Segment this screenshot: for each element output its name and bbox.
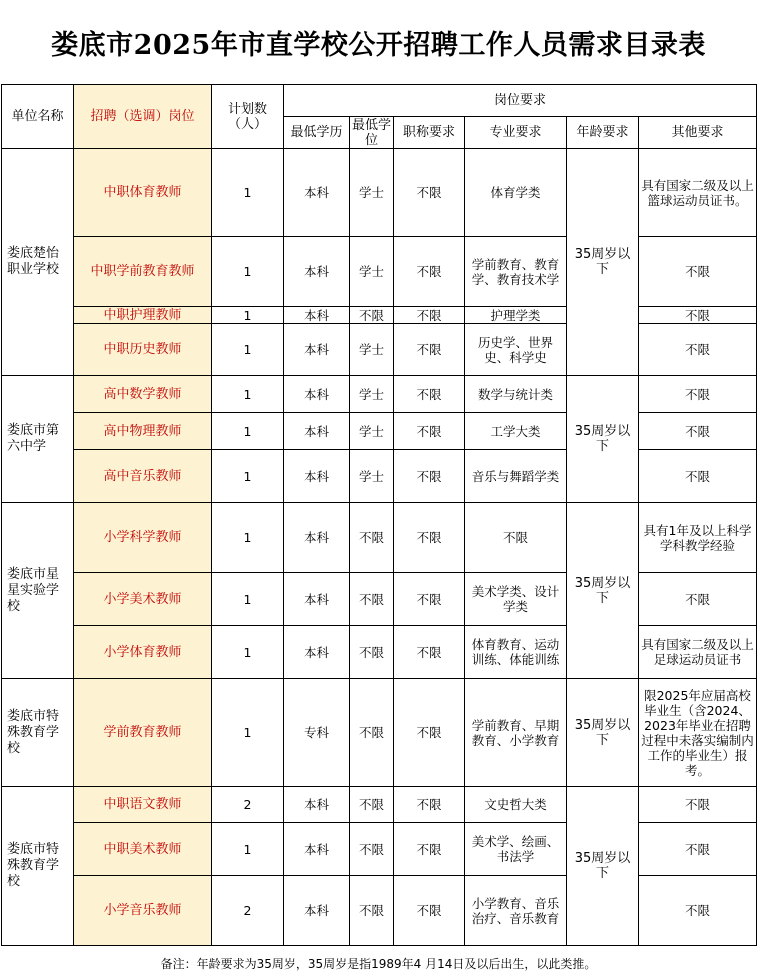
education-req: 本科 xyxy=(284,503,350,573)
title-req: 不限 xyxy=(394,573,465,626)
recruitment-table xyxy=(1,84,757,946)
major-req: 不限 xyxy=(465,503,567,573)
unit-name: 娄底市特殊教育学校 xyxy=(2,679,74,787)
major-req: 体育学类 xyxy=(465,149,567,237)
education-req: 本科 xyxy=(284,376,350,413)
table-row xyxy=(2,787,757,823)
table-row xyxy=(2,503,757,573)
degree-req: 学士 xyxy=(350,376,394,413)
title-req: 不限 xyxy=(394,307,465,324)
degree-req: 不限 xyxy=(350,307,394,324)
education-req: 本科 xyxy=(284,237,350,307)
other-req: 不限 xyxy=(639,307,757,324)
post-name: 中职美术教师 xyxy=(74,823,212,876)
header-degree: 最低学位 xyxy=(350,117,394,149)
major-req: 体育教育、运动训练、体能训练 xyxy=(465,626,567,679)
other-req: 具有国家二级及以上足球运动员证书 xyxy=(639,626,757,679)
table-row xyxy=(2,413,757,450)
plan-count: 1 xyxy=(212,307,284,324)
table-row xyxy=(2,237,757,307)
education-req: 本科 xyxy=(284,573,350,626)
header-other: 其他要求 xyxy=(639,117,757,149)
title-req: 不限 xyxy=(394,237,465,307)
title-req: 不限 xyxy=(394,376,465,413)
major-req: 学前教育、早期教育、小学教育 xyxy=(465,679,567,787)
degree-req: 不限 xyxy=(350,787,394,823)
degree-req: 学士 xyxy=(350,237,394,307)
plan-count: 1 xyxy=(212,413,284,450)
header-title: 职称要求 xyxy=(394,117,465,149)
plan-count: 1 xyxy=(212,450,284,503)
degree-req: 不限 xyxy=(350,679,394,787)
other-req: 不限 xyxy=(639,376,757,413)
title-req: 不限 xyxy=(394,823,465,876)
table-row xyxy=(2,823,757,876)
other-req: 不限 xyxy=(639,450,757,503)
degree-req: 不限 xyxy=(350,876,394,946)
title-req: 不限 xyxy=(394,787,465,823)
unit-name: 娄底市特殊教育学校 xyxy=(2,787,74,946)
other-req: 不限 xyxy=(639,237,757,307)
post-name: 学前教育教师 xyxy=(74,679,212,787)
post-name: 小学科学教师 xyxy=(74,503,212,573)
degree-req: 学士 xyxy=(350,324,394,376)
major-req: 学前教育、教育学、教育技术学 xyxy=(465,237,567,307)
table-row xyxy=(2,876,757,946)
table-row xyxy=(2,626,757,679)
education-req: 本科 xyxy=(284,876,350,946)
table-row xyxy=(2,679,757,787)
age-req: 35周岁以下 xyxy=(567,679,639,787)
table-row xyxy=(2,450,757,503)
education-req: 本科 xyxy=(284,149,350,237)
major-req: 历史学、世界史、科学史 xyxy=(465,324,567,376)
unit-name: 娄底市第六中学 xyxy=(2,376,74,503)
header-post: 招聘（选调）岗位 xyxy=(74,85,212,149)
other-req: 限2025年应届高校毕业生（含2024、2023年毕业在招聘过程中未落实编制内工作的毕业生）报考。 xyxy=(639,679,757,787)
education-req: 本科 xyxy=(284,307,350,324)
age-req: 35周岁以下 xyxy=(567,787,639,946)
education-req: 专科 xyxy=(284,679,350,787)
post-name: 中职学前教育教师 xyxy=(74,237,212,307)
plan-count: 1 xyxy=(212,503,284,573)
header-row xyxy=(2,85,757,117)
major-req: 美术学类、设计学类 xyxy=(465,573,567,626)
other-req: 不限 xyxy=(639,324,757,376)
age-req: 35周岁以下 xyxy=(567,149,639,376)
title-req: 不限 xyxy=(394,503,465,573)
post-name: 中职护理教师 xyxy=(74,307,212,324)
major-req: 数学与统计类 xyxy=(465,376,567,413)
table-row xyxy=(2,149,757,237)
plan-count: 1 xyxy=(212,679,284,787)
education-req: 本科 xyxy=(284,450,350,503)
header-major: 专业要求 xyxy=(465,117,567,149)
post-name: 中职语文教师 xyxy=(74,787,212,823)
unit-name: 娄底楚怡职业学校 xyxy=(2,149,74,376)
title-req: 不限 xyxy=(394,450,465,503)
header-unit: 单位名称 xyxy=(2,85,74,149)
unit-name: 娄底市星星实验学校 xyxy=(2,503,74,679)
header-age: 年龄要求 xyxy=(567,117,639,149)
table-row xyxy=(2,324,757,376)
degree-req: 不限 xyxy=(350,823,394,876)
age-req: 35周岁以下 xyxy=(567,503,639,679)
title-req: 不限 xyxy=(394,413,465,450)
degree-req: 学士 xyxy=(350,413,394,450)
other-req: 具有国家二级及以上篮球运动员证书。 xyxy=(639,149,757,237)
education-req: 本科 xyxy=(284,823,350,876)
post-name: 高中音乐教师 xyxy=(74,450,212,503)
post-name: 小学美术教师 xyxy=(74,573,212,626)
header-plan: 计划数（人） xyxy=(212,85,284,149)
plan-count: 2 xyxy=(212,876,284,946)
title-req: 不限 xyxy=(394,626,465,679)
degree-req: 学士 xyxy=(350,149,394,237)
education-req: 本科 xyxy=(284,324,350,376)
title-req: 不限 xyxy=(394,876,465,946)
degree-req: 学士 xyxy=(350,450,394,503)
post-name: 中职历史教师 xyxy=(74,324,212,376)
post-name: 中职体育教师 xyxy=(74,149,212,237)
plan-count: 1 xyxy=(212,376,284,413)
degree-req: 不限 xyxy=(350,503,394,573)
table-row xyxy=(2,376,757,413)
post-name: 高中物理教师 xyxy=(74,413,212,450)
other-req: 具有1年及以上科学学科教学经验 xyxy=(639,503,757,573)
post-name: 小学音乐教师 xyxy=(74,876,212,946)
major-req: 护理学类 xyxy=(465,307,567,324)
other-req: 不限 xyxy=(639,573,757,626)
degree-req: 不限 xyxy=(350,573,394,626)
plan-count: 1 xyxy=(212,237,284,307)
major-req: 音乐与舞蹈学类 xyxy=(465,450,567,503)
education-req: 本科 xyxy=(284,413,350,450)
plan-count: 1 xyxy=(212,324,284,376)
other-req: 不限 xyxy=(639,823,757,876)
degree-req: 不限 xyxy=(350,626,394,679)
major-req: 小学教育、音乐治疗、音乐教育 xyxy=(465,876,567,946)
post-name: 高中数学教师 xyxy=(74,376,212,413)
footnote: 备注：年龄要求为35周岁，35周岁是指1989年4 月14日及以后出生，以此类推。 xyxy=(160,957,597,971)
header-requirements: 岗位要求 xyxy=(284,85,757,117)
plan-count: 2 xyxy=(212,787,284,823)
post-name: 小学体育教师 xyxy=(74,626,212,679)
plan-count: 1 xyxy=(212,823,284,876)
header-education: 最低学历 xyxy=(284,117,350,149)
plan-count: 1 xyxy=(212,149,284,237)
title-req: 不限 xyxy=(394,679,465,787)
table-row xyxy=(2,307,757,324)
major-req: 美术学、绘画、书法学 xyxy=(465,823,567,876)
title-req: 不限 xyxy=(394,149,465,237)
table-body xyxy=(2,85,757,946)
education-req: 本科 xyxy=(284,626,350,679)
other-req: 不限 xyxy=(639,413,757,450)
age-req: 35周岁以下 xyxy=(567,376,639,503)
major-req: 文史哲大类 xyxy=(465,787,567,823)
title-req: 不限 xyxy=(394,324,465,376)
major-req: 工学大类 xyxy=(465,413,567,450)
other-req: 不限 xyxy=(639,876,757,946)
education-req: 本科 xyxy=(284,787,350,823)
table-row xyxy=(2,573,757,626)
other-req: 不限 xyxy=(639,787,757,823)
page-title: 娄底市2025年市直学校公开招聘工作人员需求目录表 xyxy=(51,29,706,61)
plan-count: 1 xyxy=(212,573,284,626)
plan-count: 1 xyxy=(212,626,284,679)
